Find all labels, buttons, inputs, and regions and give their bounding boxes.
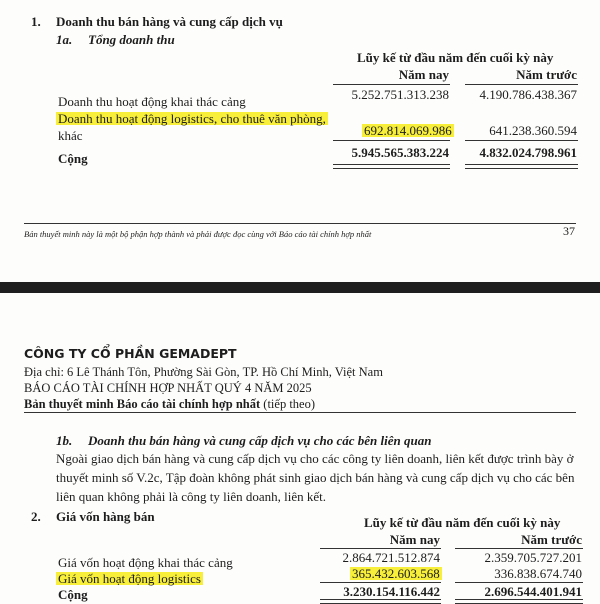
paragraph-line: liên quan không phải là công ty liên doanh, liên kết. (56, 489, 327, 504)
col-current: Năm nay (398, 67, 449, 82)
company-address: Địa chỉ: 6 Lê Thánh Tôn, Phường Sài Gòn, TP. Hồ Chí Minh, Việt Nam (24, 365, 383, 379)
notes-title (24, 398, 315, 411)
section-2-title: Giá vốn hàng bán (56, 509, 155, 524)
col-previous: Năm trước (521, 532, 582, 547)
row-current: 5.252.751.313.238 (351, 87, 449, 102)
footer-divider (24, 223, 576, 224)
page-number: 37 (563, 224, 575, 238)
report-title: BÁO CÁO TÀI CHÍNH HỢP NHẤT QUÝ 4 NĂM 2025 (24, 381, 312, 395)
company-name: CÔNG TY CỔ PHẦN GEMADEPT (24, 346, 237, 361)
col-previous: Năm trước (516, 67, 577, 82)
page-separator (0, 282, 600, 293)
row-label: Giá vốn hoạt động khai thác cảng (58, 555, 233, 570)
paragraph-line: Ngoài giao dịch bán hàng và cung cấp dịch vụ cho các công ty liên doanh, liên kết được trình bày ở (56, 451, 574, 466)
table-header: Lũy kế từ đầu năm đến cuối kỳ này (364, 515, 561, 530)
paragraph-line: thuyết minh số V.2c, Tập đoàn không phát sinh giao dịch bán hàng và cung cấp dịch vụ cho các bên (56, 470, 575, 485)
section-title: Doanh thu bán hàng và cung cấp dịch vụ (56, 14, 283, 29)
total-current: 3.230.154.116.442 (343, 584, 440, 599)
subsection-1b-title: Doanh thu bán hàng và cung cấp dịch vụ cho các bên liên quan (88, 433, 432, 448)
total-label: Cộng (58, 151, 88, 166)
row-current-highlighted: 365.432.603.568 (352, 566, 440, 581)
col-current: Năm nay (389, 532, 440, 547)
total-label: Cộng (58, 587, 88, 602)
row-current: 2.864.721.512.874 (342, 550, 440, 565)
row-label-cont: khác (58, 128, 83, 143)
row-previous: 336.838.674.740 (494, 566, 582, 581)
subsection-number: 1a. (56, 32, 73, 47)
section-number: 1. (31, 14, 41, 29)
subsection-1b-number: 1b. (56, 433, 73, 448)
row-previous: 2.359.705.727.201 (484, 550, 582, 565)
notes-title-bold: Bản thuyết minh Báo cáo tài chính hợp nhất (24, 397, 261, 411)
row-previous: 641.238.360.594 (489, 123, 577, 138)
total-previous: 2.696.544.401.941 (484, 584, 582, 599)
table-header: Lũy kế từ đầu năm đến cuối kỳ này (357, 50, 554, 65)
row-label-highlighted: Doanh thu hoạt động logistics, cho thuê văn phòng, (58, 111, 326, 126)
row-label-highlighted: Giá vốn hoạt động logistics (58, 571, 201, 586)
total-previous: 4.832.024.798.961 (479, 145, 577, 160)
row-label: Doanh thu hoạt động khai thác cảng (58, 94, 246, 109)
subsection-title: Tổng doanh thu (88, 32, 175, 47)
row-current-highlighted: 692.814.069.986 (364, 123, 452, 138)
total-current: 5.945.565.383.224 (351, 145, 449, 160)
row-previous: 4.190.786.438.367 (479, 87, 577, 102)
section-2-number: 2. (31, 509, 41, 524)
header-divider (24, 412, 576, 413)
footer-note: Bản thuyết minh này là một bộ phận hợp thành và phải được đọc cùng với Báo cáo tài chính hợp nhất (24, 229, 372, 239)
notes-suffix: (tiếp theo) (263, 397, 315, 411)
